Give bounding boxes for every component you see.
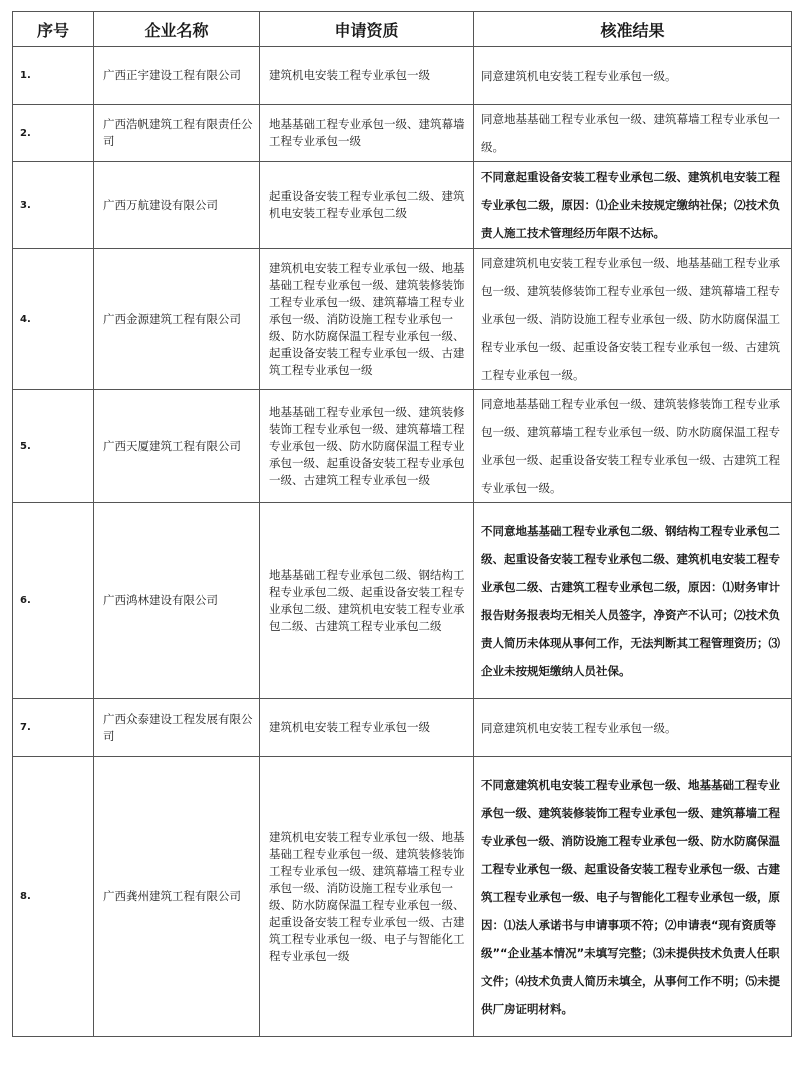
row-applied-qualification: 地基基础工程专业承包一级、建筑幕墙工程专业承包一级	[260, 105, 474, 162]
row-serial-number: 4.	[13, 249, 94, 390]
row-applied-qualification: 地基基础工程专业承包二级、钢结构工程专业承包二级、起重设备安装工程专业承包二级、建筑机电安装工程专业承包二级、古建筑工程专业承包二级	[260, 503, 474, 699]
row-company-name: 广西正宇建设工程有限公司	[94, 47, 260, 105]
row-serial-number: 7.	[13, 699, 94, 757]
row-approval-result: 同意建筑机电安装工程专业承包一级。	[474, 699, 792, 757]
row-serial-number: 3.	[13, 162, 94, 249]
row-approval-result: 同意建筑机电安装工程专业承包一级、地基基础工程专业承包一级、建筑装修装饰工程专业承包一级、建筑幕墙工程专业承包一级、消防设施工程专业承包一级、防水防腐保温工程专业承包一级、起重设备安装工程专业承包一级、古建筑工程专业承包一级。	[474, 249, 792, 390]
row-company-name: 广西天厦建筑工程有限公司	[94, 390, 260, 503]
table-row	[13, 699, 792, 757]
header-company-name: 企业名称	[94, 12, 260, 47]
row-company-name: 广西鸿林建设有限公司	[94, 503, 260, 699]
row-approval-result: 同意建筑机电安装工程专业承包一级。	[474, 47, 792, 105]
row-approval-result: 不同意地基基础工程专业承包二级、钢结构工程专业承包二级、起重设备安装工程专业承包二级、建筑机电安装工程专业承包二级、古建筑工程专业承包二级，原因：⑴财务审计报告财务报表均无相关人员签字，净资产不认可；⑵技术负责人简历未体现从事何工作，无法判断其工程管理资历；⑶企业未按规矩缴纳人员社保。	[474, 503, 792, 699]
row-applied-qualification: 建筑机电安装工程专业承包一级	[260, 47, 474, 105]
row-company-name: 广西众泰建设工程发展有限公司	[94, 699, 260, 757]
header-row	[13, 12, 792, 47]
row-approval-result: 不同意建筑机电安装工程专业承包一级、地基基础工程专业承包一级、建筑装修装饰工程专业承包一级、建筑幕墙工程专业承包一级、消防设施工程专业承包一级、防水防腐保温工程专业承包一级、起重设备安装工程专业承包一级、古建筑工程专业承包一级、电子与智能化工程专业承包一级，原因：⑴法人承诺书与申请事项不符；⑵申请表“现有资质等级”“企业基本情况”未填写完整；⑶未提供技术负责人任职文件；⑷技术负责人简历未填全，从事何工作不明；⑸未提供厂房证明材料。	[474, 757, 792, 1037]
row-approval-result: 同意地基基础工程专业承包一级、建筑幕墙工程专业承包一级。	[474, 105, 792, 162]
row-approval-result: 同意地基基础工程专业承包一级、建筑装修装饰工程专业承包一级、建筑幕墙工程专业承包一级、防水防腐保温工程专业承包一级、起重设备安装工程专业承包一级、古建筑工程专业承包一级。	[474, 390, 792, 503]
row-applied-qualification: 建筑机电安装工程专业承包一级、地基基础工程专业承包一级、建筑装修装饰工程专业承包一级、建筑幕墙工程专业承包一级、消防设施工程专业承包一级、防水防腐保温工程专业承包一级、起重设备安装工程专业承包一级、古建筑工程专业承包一级、电子与智能化工程专业承包一级	[260, 757, 474, 1037]
table-row	[13, 162, 792, 249]
row-serial-number: 1.	[13, 47, 94, 105]
table-row	[13, 47, 792, 105]
table-row	[13, 249, 792, 390]
header-serial-number: 序号	[13, 12, 94, 47]
row-applied-qualification: 地基基础工程专业承包一级、建筑装修装饰工程专业承包一级、建筑幕墙工程专业承包一级、防水防腐保温工程专业承包一级、起重设备安装工程专业承包一级、古建筑工程专业承包一级	[260, 390, 474, 503]
row-company-name: 广西金源建筑工程有限公司	[94, 249, 260, 390]
row-applied-qualification: 起重设备安装工程专业承包二级、建筑机电安装工程专业承包二级	[260, 162, 474, 249]
table-row	[13, 390, 792, 503]
row-applied-qualification: 建筑机电安装工程专业承包一级	[260, 699, 474, 757]
row-serial-number: 2.	[13, 105, 94, 162]
table-row	[13, 503, 792, 699]
row-serial-number: 6.	[13, 503, 94, 699]
header-applied-qualification: 申请资质	[260, 12, 474, 47]
row-approval-result: 不同意起重设备安装工程专业承包二级、建筑机电安装工程专业承包二级，原因：⑴企业未按规定缴纳社保；⑵技术负责人施工技术管理经历年限不达标。	[474, 162, 792, 249]
row-serial-number: 8.	[13, 757, 94, 1037]
row-applied-qualification: 建筑机电安装工程专业承包一级、地基基础工程专业承包一级、建筑装修装饰工程专业承包一级、建筑幕墙工程专业承包一级、消防设施工程专业承包一级、防水防腐保温工程专业承包一级、起重设备安装工程专业承包一级、古建筑工程专业承包一级	[260, 249, 474, 390]
row-serial-number: 5.	[13, 390, 94, 503]
row-company-name: 广西龚州建筑工程有限公司	[94, 757, 260, 1037]
table-row	[13, 105, 792, 162]
header-approval-result: 核准结果	[474, 12, 792, 47]
qualification-approval-table	[12, 11, 792, 1037]
row-company-name: 广西万航建设有限公司	[94, 162, 260, 249]
row-company-name: 广西浩帆建筑工程有限责任公司	[94, 105, 260, 162]
table-row	[13, 757, 792, 1037]
table-body	[13, 47, 792, 1037]
